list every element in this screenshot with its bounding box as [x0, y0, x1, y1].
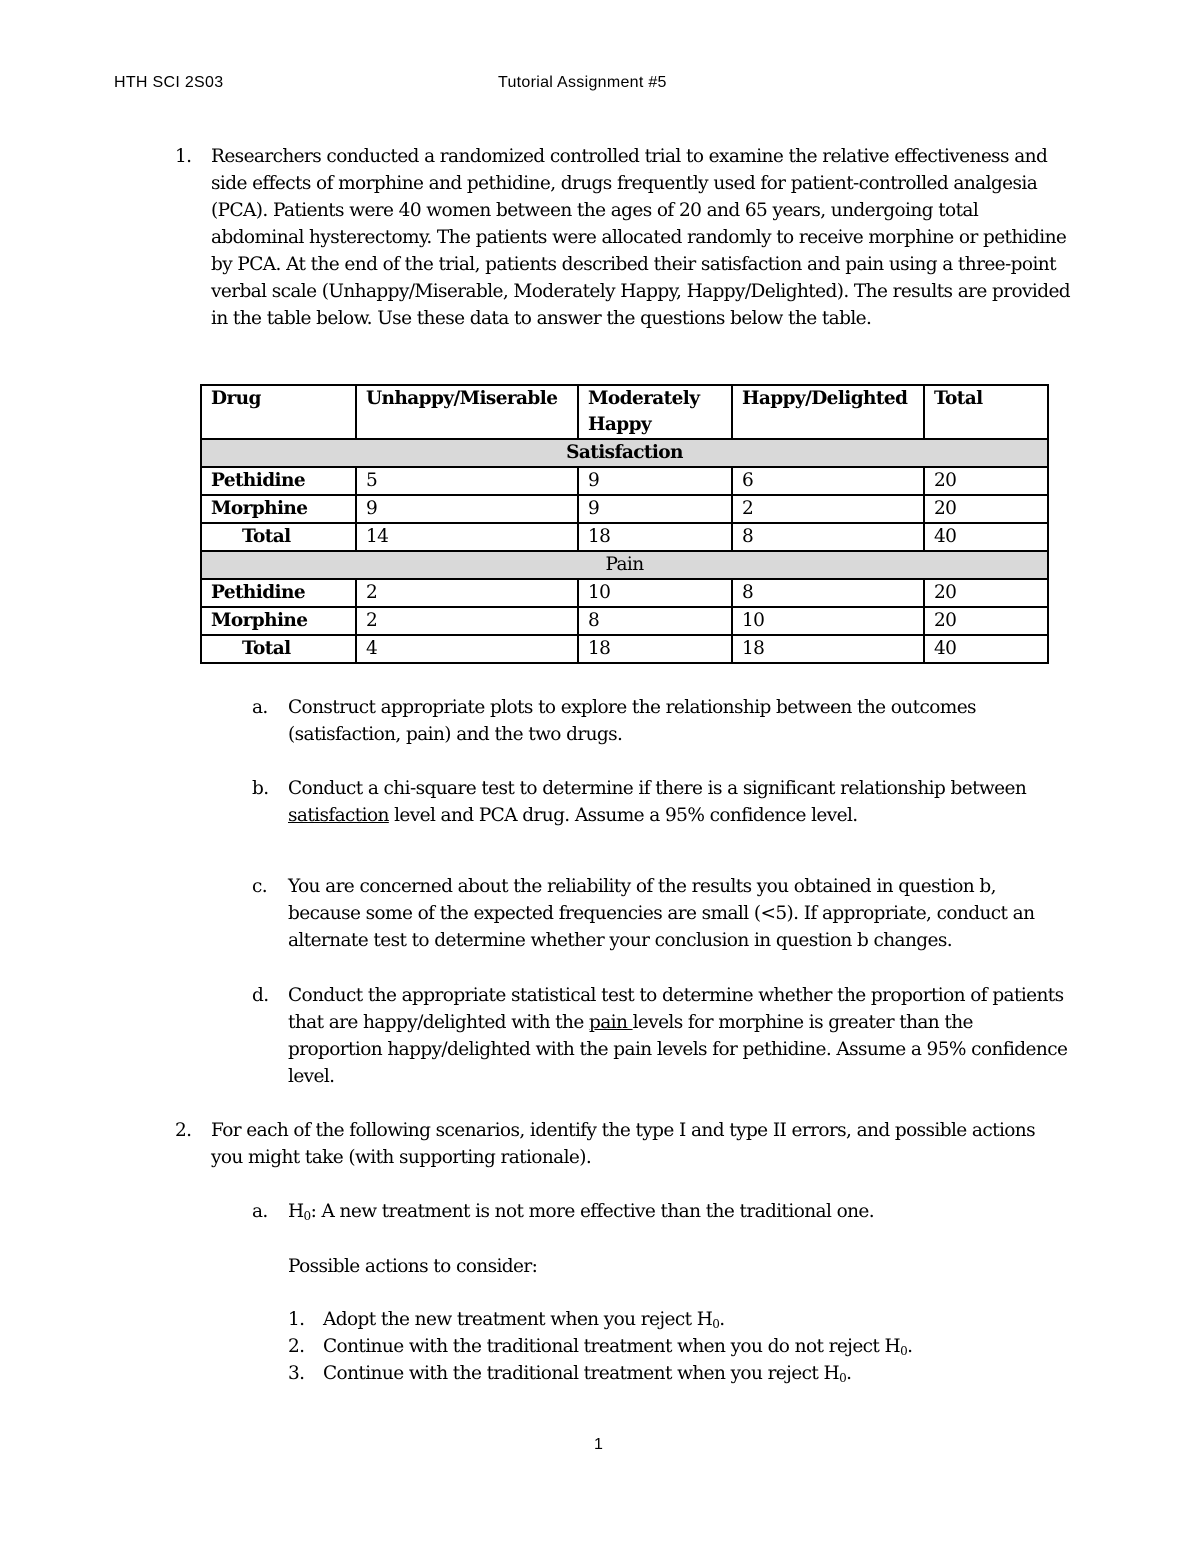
action-text-end: .	[719, 1309, 725, 1330]
course-code: HTH SCI 2S03	[114, 74, 224, 91]
table-row	[201, 635, 1048, 663]
table-cell: 5	[356, 467, 578, 495]
table-cell: 14	[356, 523, 578, 551]
table-header-cell: Moderately Happy	[578, 385, 732, 439]
q2a-letter: a.	[252, 1201, 268, 1222]
table-cell: 18	[732, 635, 924, 663]
action-number: 3.	[288, 1363, 305, 1384]
table-cell: 20	[924, 607, 1048, 635]
section-title: Pain	[201, 551, 1048, 579]
table-header-cell: Drug	[201, 385, 356, 439]
table-cell: 6	[732, 467, 924, 495]
action-subscript: 0	[900, 1344, 908, 1358]
table-cell: 18	[578, 635, 732, 663]
q1a-text: Construct appropriate plots to explore the relationship between the outcomes (satisfaction, pain) and the two drugs.	[288, 697, 976, 745]
table-cell: 20	[924, 467, 1048, 495]
action-subscript: 0	[839, 1371, 847, 1385]
h0-subscript: 0	[303, 1209, 311, 1223]
q1-number: 1.	[175, 146, 192, 167]
table-row	[201, 523, 1048, 551]
action-subscript: 0	[712, 1317, 720, 1331]
table-row	[201, 467, 1048, 495]
table-cell: 8	[732, 579, 924, 607]
table-cell: 18	[578, 523, 732, 551]
table-cell: 8	[578, 607, 732, 635]
table-row	[201, 495, 1048, 523]
action-text	[323, 1333, 912, 1360]
q1b-text-pre: Conduct a chi-square test to determine if there is a significant relationship between	[288, 778, 1027, 799]
q1d-text-pre: Conduct the appropriate statistical test to determine whether the proportion of patients that are happy/delighted with the	[288, 985, 1064, 1033]
q2-number: 2.	[175, 1120, 192, 1141]
q1c-text: You are concerned about the reliability of the results you obtained in question b, because some of the expected frequencies are small (<5). If appropriate, conduct an alternate test to determine whether your conclusion in question b changes.	[288, 876, 1035, 951]
q1d-text	[288, 982, 1068, 1090]
action-item	[288, 1360, 304, 1387]
q1d-text-post: levels for morphine is greater than the proportion happy/delighted with the pain levels for pethidine. Assume a 95% confidence level.	[288, 1012, 1068, 1087]
action-item	[288, 1306, 304, 1333]
table-cell: 20	[924, 495, 1048, 523]
q1b-text-post: level and PCA drug. Assume a 95% confidence level.	[388, 805, 858, 826]
actions-label: Possible actions to consider:	[288, 1256, 538, 1277]
section-title: Satisfaction	[201, 439, 1048, 467]
row-label: Pethidine	[201, 467, 356, 495]
table-cell: 8	[732, 523, 924, 551]
action-text	[323, 1306, 725, 1333]
table-header-cell: Happy/Delighted	[732, 385, 924, 439]
section-row-pain	[201, 551, 1048, 579]
action-text-main: Adopt the new treatment when you reject H	[323, 1309, 713, 1330]
document-title: Tutorial Assignment #5	[498, 74, 667, 91]
table-cell: 9	[578, 467, 732, 495]
q1a-letter: a.	[252, 697, 268, 718]
table-cell: 4	[356, 635, 578, 663]
q1b-underlined: satisfaction	[288, 805, 389, 826]
table-cell: 9	[578, 495, 732, 523]
action-number: 1.	[288, 1309, 305, 1330]
h0-text: : A new treatment is not more effective than the traditional one.	[310, 1201, 875, 1222]
h0-symbol: H	[288, 1201, 304, 1222]
results-table	[200, 384, 1049, 664]
row-label: Total	[201, 523, 356, 551]
q1b-text	[288, 775, 1068, 829]
row-label: Morphine	[201, 495, 356, 523]
action-text-end: .	[907, 1336, 913, 1357]
table-cell: 40	[924, 635, 1048, 663]
table-cell: 2	[356, 579, 578, 607]
table-cell: 2	[356, 607, 578, 635]
row-label: Total	[201, 635, 356, 663]
q1-text: Researchers conducted a randomized controlled trial to examine the relative effectiveness and side effects of morphine and pethidine, drugs frequently used for patient-controlled analgesia (PCA). Patients were 40 women between the ages of 20 and 65 years, undergoing total abdominal hysterectomy. The patients were allocated randomly to receive morphine or pethidine by PCA. At the end of the trial, patients described their satisfaction and pain using a three-point verbal scale (Unhappy/Miserable, Moderately Happy, Happy/Delighted). The results are provided in the table below. Use these data to answer the questions below the table.	[211, 146, 1071, 329]
table-cell: 10	[578, 579, 732, 607]
page-number: 1	[594, 1436, 603, 1453]
q1b-letter: b.	[252, 778, 269, 799]
q1d-letter: d.	[252, 985, 269, 1006]
table-row	[201, 607, 1048, 635]
q1d-underlined: pain	[588, 1012, 633, 1033]
row-label: Pethidine	[201, 579, 356, 607]
table-cell: 40	[924, 523, 1048, 551]
action-item	[288, 1333, 304, 1360]
q2a-hypothesis	[288, 1198, 1068, 1225]
table-header-row	[201, 385, 1048, 439]
row-label: Morphine	[201, 607, 356, 635]
table-cell: 10	[732, 607, 924, 635]
action-text-end: .	[846, 1363, 852, 1384]
table-cell: 20	[924, 579, 1048, 607]
table-row	[201, 579, 1048, 607]
action-text-main: Continue with the traditional treatment when you do not reject H	[323, 1336, 901, 1357]
table-header-cell: Unhappy/Miserable	[356, 385, 578, 439]
table-cell: 9	[356, 495, 578, 523]
table-header-cell: Total	[924, 385, 1048, 439]
action-text	[323, 1360, 851, 1387]
q2-text: For each of the following scenarios, identify the type I and type II errors, and possible actions you might take (with supporting rationale).	[211, 1120, 1036, 1168]
q1c-letter: c.	[252, 876, 268, 897]
action-number: 2.	[288, 1336, 305, 1357]
action-text-main: Continue with the traditional treatment when you reject H	[323, 1363, 840, 1384]
table-cell: 2	[732, 495, 924, 523]
section-row-satisfaction	[201, 439, 1048, 467]
